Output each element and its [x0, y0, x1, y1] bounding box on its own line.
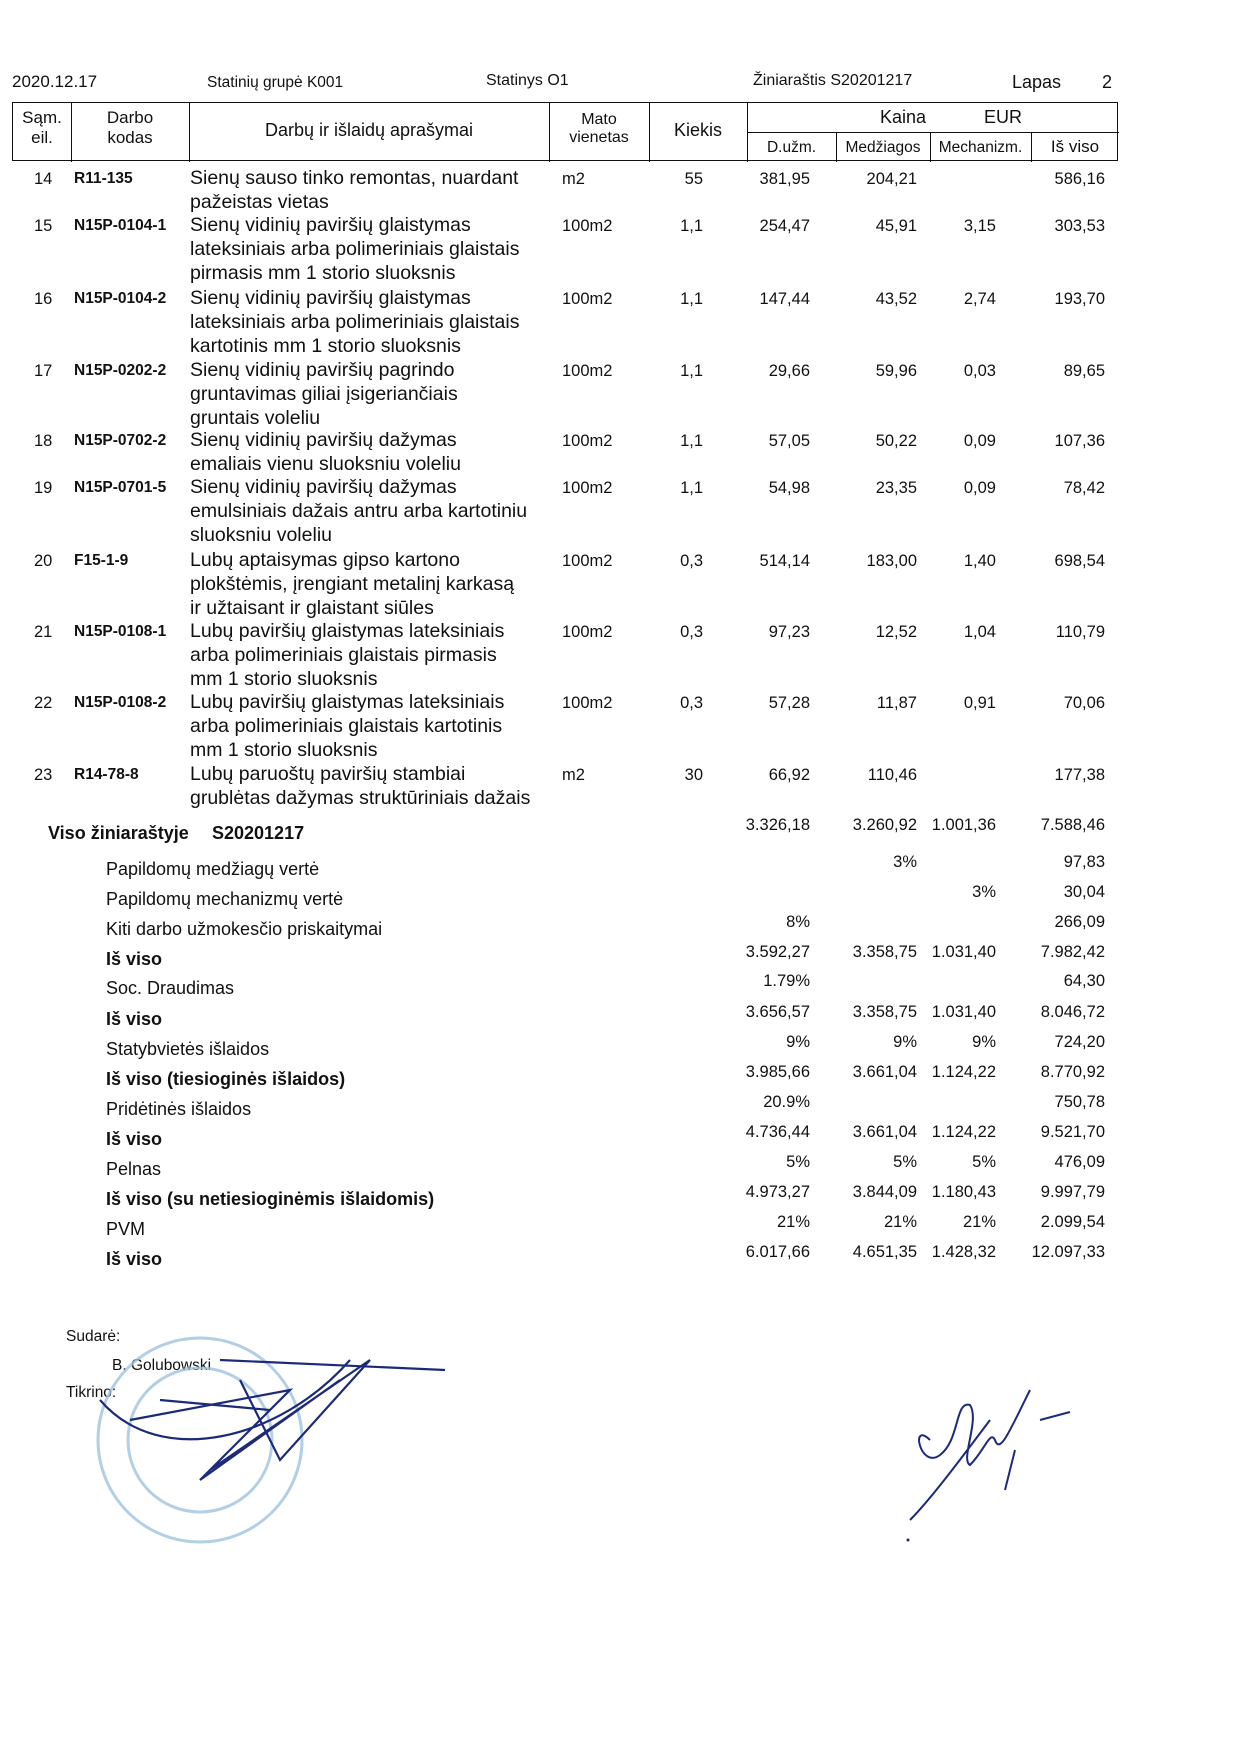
summary-label: Iš viso	[106, 949, 163, 969]
statement-total-label: Viso žiniaraštyje	[48, 823, 189, 843]
summary-label: Iš viso	[106, 1249, 163, 1269]
summary-materials: 21%	[883, 1213, 917, 1231]
page-label: Lapas	[1012, 72, 1062, 92]
summary-machinery: 9%	[972, 1033, 996, 1051]
col-qty-header: Kiekis	[673, 120, 722, 140]
summary-label: Iš viso	[106, 1129, 163, 1149]
summary-materials: 3.661,04	[852, 1063, 917, 1081]
summary-materials: 3.844,09	[852, 1183, 917, 1201]
summary-label: Iš viso (tiesioginės išlaidos)	[106, 1069, 346, 1089]
summary-total: 64,30	[1063, 972, 1105, 990]
prepared-by-name: B. Golubowski	[112, 1357, 212, 1374]
summary-labor: 21%	[776, 1213, 810, 1231]
summary-materials: 3.358,75	[852, 943, 917, 961]
building-group: Statinių grupė K001	[207, 74, 344, 91]
summary-labor: 4.736,44	[745, 1123, 810, 1141]
signature-left-stroke	[100, 1360, 445, 1480]
summary-materials: 3%	[893, 853, 917, 871]
official-stamp-and-signature	[40, 1320, 480, 1580]
statement-total-code: S20201217	[212, 823, 305, 843]
summary-total: 9.521,70	[1040, 1123, 1105, 1141]
summary-machinery: 3%	[972, 883, 996, 901]
summary-total: 7.982,42	[1040, 943, 1105, 961]
summary-labor: 5%	[786, 1153, 810, 1171]
summary-total: 9.997,79	[1040, 1183, 1105, 1201]
summary-total: 30,04	[1063, 883, 1105, 901]
summary-label: Soc. Draudimas	[106, 978, 235, 998]
summary-materials: 3.358,75	[852, 1003, 917, 1021]
table-header	[12, 102, 1118, 161]
summary-label: Iš viso (su netiesioginėmis išlaidomis)	[106, 1189, 435, 1209]
prepared-label: Sudarė:	[66, 1328, 121, 1345]
summary-label: Kiti darbo užmokesčio priskaitymai	[106, 919, 383, 939]
col-code-header: Darbo kodas	[106, 108, 154, 147]
summary-materials: 3.661,04	[852, 1123, 917, 1141]
col-materials-header: Medžiagos	[845, 139, 921, 156]
summary-machinery: 1.124,22	[931, 1063, 996, 1081]
summary-label: Pridėtinės išlaidos	[106, 1099, 252, 1119]
summary-machinery: 1.031,40	[931, 943, 996, 961]
summary-label: Papildomų medžiagų vertė	[106, 859, 320, 879]
summary-label: Statybvietės išlaidos	[106, 1039, 270, 1059]
summary-machinery: 1.124,22	[931, 1123, 996, 1141]
summary-materials: 5%	[893, 1153, 917, 1171]
summary-materials: 4.651,35	[852, 1243, 917, 1261]
summary-total: 750,78	[1054, 1093, 1105, 1111]
summary-labor: 1.79%	[763, 972, 810, 990]
summary-machinery: 21%	[962, 1213, 996, 1231]
col-desc-header: Darbų ir išlaidų aprašymai	[264, 120, 474, 140]
summary-machinery: 1.031,40	[931, 1003, 996, 1021]
summary-labor: 3.592,27	[745, 943, 810, 961]
summary-total: 724,20	[1054, 1033, 1105, 1051]
summary-total: 476,09	[1054, 1153, 1105, 1171]
summary-label: Iš viso	[106, 1009, 163, 1029]
summary-labor: 20.9%	[763, 1093, 810, 1111]
page-number: 2	[1102, 72, 1113, 92]
summary-machinery: 1.428,32	[931, 1243, 996, 1261]
summary-labor: 8%	[786, 913, 810, 931]
col-machinery-header: Mechanizm.	[938, 139, 1023, 156]
summary-label: Pelnas	[106, 1159, 162, 1179]
summary-total: 266,09	[1054, 913, 1105, 931]
summary-labor: 4.973,27	[745, 1183, 810, 1201]
col-unit-header: Mato vienetas	[569, 111, 629, 147]
statement-number: Žiniaraštis S20201217	[753, 72, 913, 89]
col-currency-header: EUR	[983, 107, 1022, 127]
summary-total: 8.046,72	[1040, 1003, 1105, 1021]
checked-label: Tikrino:	[66, 1384, 117, 1401]
signature-right	[900, 1360, 1100, 1560]
summary-machinery: 5%	[972, 1153, 996, 1171]
summary-total: 8.770,92	[1040, 1063, 1105, 1081]
summary-total: 2.099,54	[1040, 1213, 1105, 1231]
summary-label: PVM	[106, 1219, 146, 1239]
summary-labor: 9%	[786, 1033, 810, 1051]
summary-total: 97,83	[1063, 853, 1105, 871]
summary-labor: 3.985,66	[745, 1063, 810, 1081]
col-price-header: Kaina	[879, 107, 927, 127]
summary-label: Papildomų mechanizmų vertė	[106, 889, 344, 909]
col-labor-header: D.užm.	[766, 139, 817, 156]
summary-total: 12.097,33	[1031, 1243, 1105, 1261]
document-date: 2020.12.17	[12, 72, 98, 91]
summary-machinery: 1.180,43	[931, 1183, 996, 1201]
building-name: Statinys O1	[486, 72, 569, 89]
summary-materials: 9%	[893, 1033, 917, 1051]
summary-labor: 3.656,57	[745, 1003, 810, 1021]
col-total-header: Iš viso	[1050, 137, 1100, 156]
col-no-header: Sąm. eil.	[22, 108, 62, 147]
summary-labor: 6.017,66	[745, 1243, 810, 1261]
